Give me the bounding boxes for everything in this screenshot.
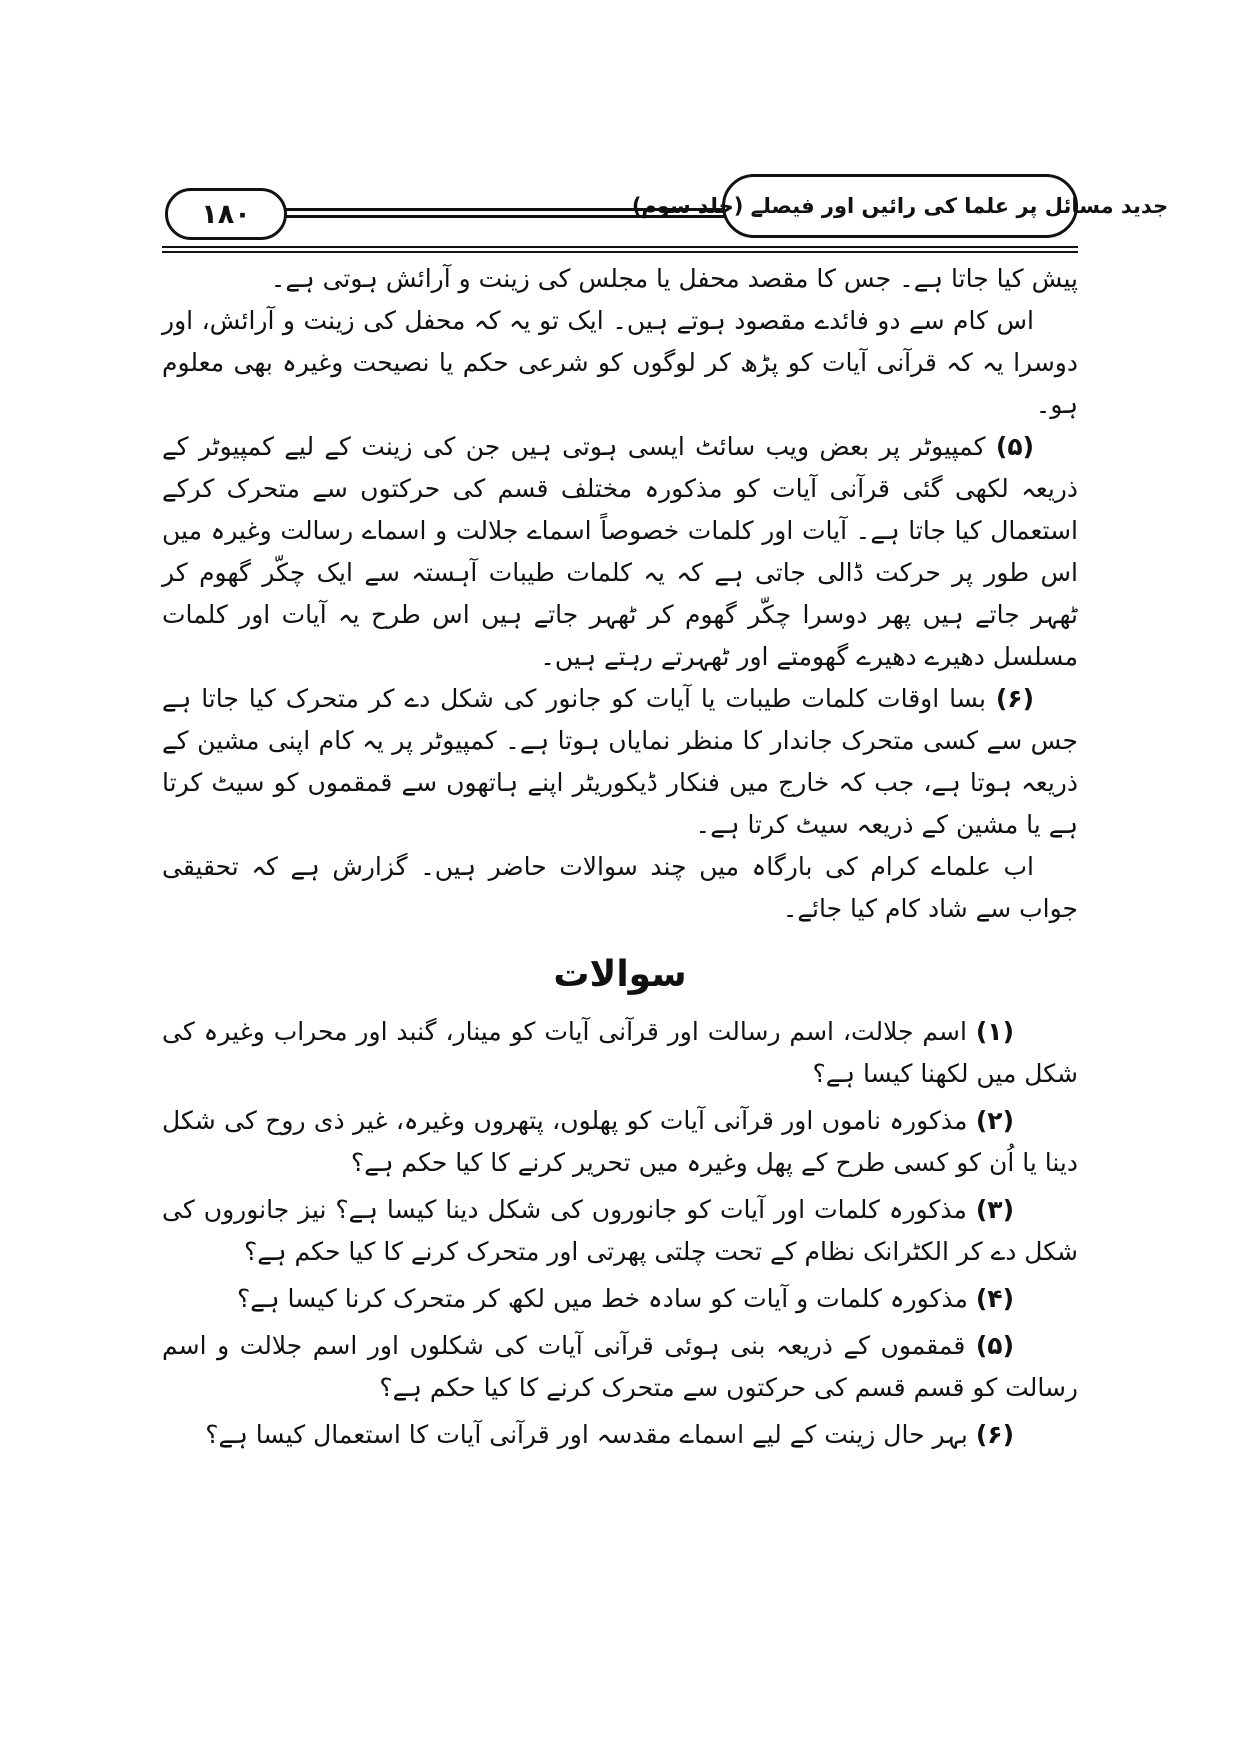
question-text: بہر حال زینت کے لیے اسماے مقدسہ اور قرآنی آیات کا استعمال کیسا ہے؟ [205, 1420, 968, 1449]
body-paragraph [162, 678, 1078, 846]
questions-heading: سوالات [553, 954, 687, 995]
question-item [162, 1011, 1078, 1095]
body-paragraph [162, 300, 1078, 426]
page-content [162, 258, 1078, 1461]
question-number: (۱) [975, 1017, 1014, 1046]
paragraph-text: اب علماے کرام کی بارگاہ میں چند سوالات حاضر ہیں۔ گزارش ہے کہ تحقیقی جواب سے شاد کام کیا جائے۔ [162, 852, 1078, 923]
paragraph-text: پیش کیا جاتا ہے۔ جس کا مقصد محفل یا مجلس کی زینت و آرائش ہوتی ہے۔ [270, 264, 1078, 293]
header-title-cartouche [631, 174, 1169, 238]
body-paragraph [162, 426, 1078, 678]
question-number: (۴) [975, 1284, 1014, 1313]
question-text: اسم جلالت، اسم رسالت اور قرآنی آیات کو مینار، گنبد اور محراب وغیرہ کی شکل میں لکھنا کیسا ہے؟ [162, 1017, 1078, 1088]
question-number: (۲) [975, 1106, 1014, 1135]
page-number: ۱۸۰ [201, 198, 251, 230]
header-double-rule [162, 246, 1078, 253]
body-paragraph [162, 846, 1078, 930]
question-item [162, 1100, 1078, 1184]
paragraph-number: (۶) [995, 684, 1034, 713]
question-number: (۳) [975, 1195, 1014, 1224]
question-item [162, 1278, 1078, 1320]
question-number: (۵) [975, 1331, 1014, 1360]
book-title: جدید مسائل پر علما کی رائیں اور فیصلے (جلد سوم) [631, 194, 1169, 218]
page-number-pill [165, 188, 287, 240]
question-text: قمقموں کے ذریعہ بنی ہوئی قرآنی آیات کی شکلوں اور اسم جلالت و اسم رسالت کو قسم قسم کی حرکتوں سے متحرک کرنے کا کیا حکم ہے؟ [162, 1331, 1078, 1402]
question-number: (۶) [975, 1420, 1014, 1449]
paragraph-text: اس کام سے دو فائدے مقصود ہوتے ہیں۔ ایک تو یہ کہ محفل کی زینت و آرائش، اور دوسرا یہ کہ قرآنی آیات کو پڑھ کر لوگوں کو شرعی حکم یا نصیحت وغیرہ بھی معلوم ہو۔ [162, 306, 1078, 419]
body-paragraph [162, 258, 1078, 300]
question-item [162, 1189, 1078, 1273]
paragraph-text: بسا اوقات کلمات طیبات یا آیات کو جانور کی شکل دے کر متحرک کیا جاتا ہے جس سے کسی متحرک جاندار کا منظر نمایاں ہوتا ہے۔ کمپیوٹر پر یہ کام اپنی مشین کے ذریعہ ہوتا ہے، جب کہ خارج میں فنکار ڈیکوریٹر اپنے ہاتھوں سے قمقموں کو سیٹ کرتا ہے یا مشین کے ذریعہ سیٹ کرتا ہے۔ [162, 684, 1078, 839]
question-text: مذکورہ کلمات و آیات کو سادہ خط میں لکھ کر متحرک کرنا کیسا ہے؟ [236, 1284, 968, 1313]
question-item [162, 1325, 1078, 1409]
question-text: مذکورہ ناموں اور قرآنی آیات کو پھلوں، پتھروں وغیرہ، غیر ذی روح کی شکل دینا یا اُن کو کسی طرح کے پھل وغیرہ میں تحریر کرنے کا کیا حکم ہے؟ [162, 1106, 1078, 1177]
question-text: مذکورہ کلمات اور آیات کو جانوروں کی شکل دینا کیسا ہے؟ نیز جانوروں کی شکل دے کر الکٹرانک نظام کے تحت چلتی پھرتی اور متحرک کرنے کا کیا حکم ہے؟ [162, 1195, 1078, 1266]
paragraph-number: (۵) [995, 432, 1035, 461]
paragraph-text: کمپیوٹر پر بعض ویب سائٹ ایسی ہوتی ہیں جن کی زینت کے لیے کمپیوٹر کے ذریعہ لکھی گئی قرآنی آیات کو مذکورہ مختلف قسم کی حرکتوں سے متحرک کرکے استعمال کیا جاتا ہے۔ آیات اور کلمات خصوصاً اسماے جلالت و اسماے رسالت وغیرہ میں اس طور پر حرکت ڈالی جاتی ہے کہ یہ کلمات طیبات آہستہ سے ایک چکّر گھوم کر ٹھہر جاتے ہیں پھر دوسرا چکّر گھوم کر ٹھہر جاتے ہیں اس طرح یہ آیات اور کلمات مسلسل دھیرے دھیرے گھومتے اور ٹھہرتے رہتے ہیں۔ [162, 432, 1078, 671]
question-item [162, 1414, 1078, 1456]
